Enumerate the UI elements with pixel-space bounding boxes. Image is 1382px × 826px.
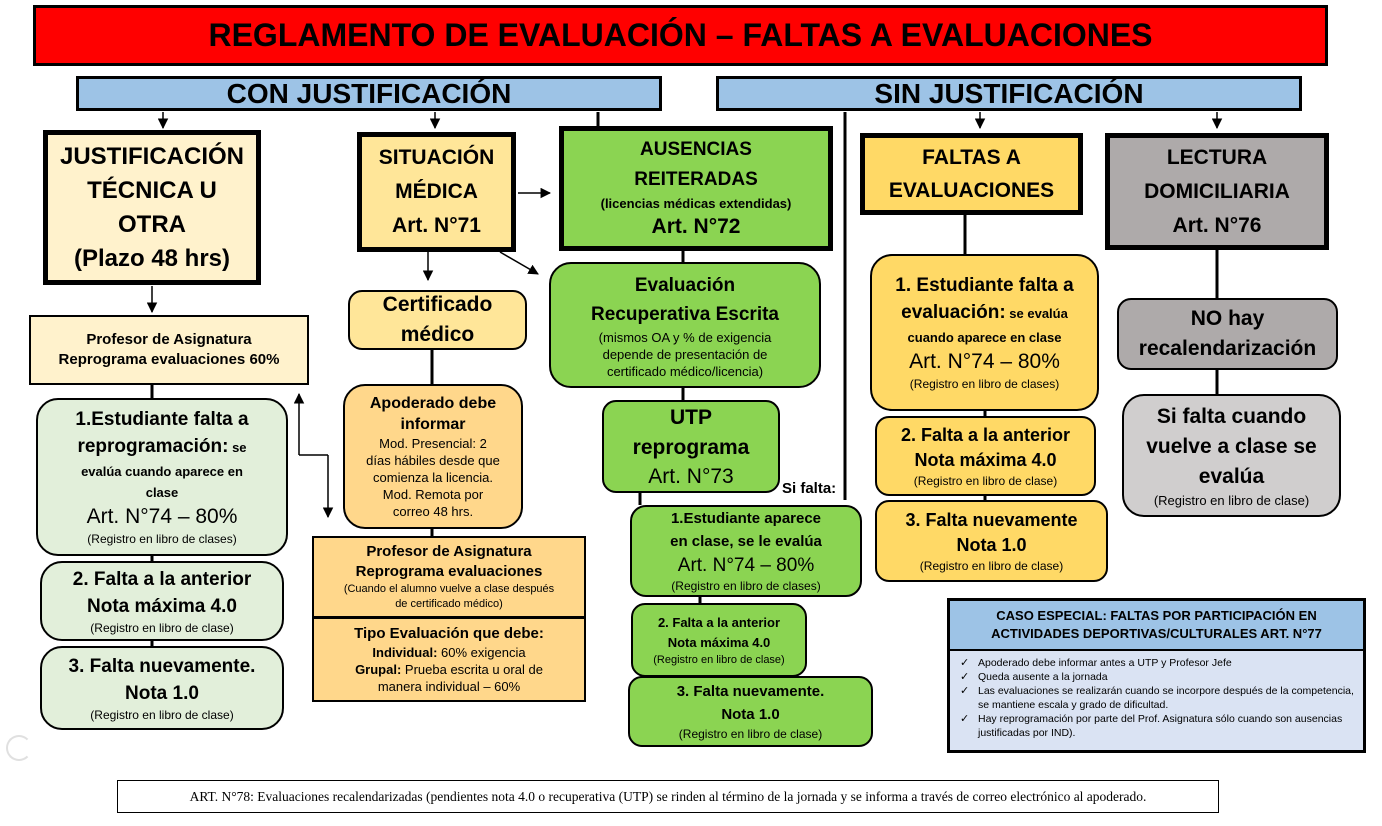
footer-text: ART. N°78: Evaluaciones recalendarizadas (pendientes nota 4.0 o recuperativa (UTP) se rinden al término de la jornada y se informa a través de correo electrónico al apoderado. bbox=[189, 788, 1147, 804]
list-item bbox=[960, 670, 1355, 684]
sifaltacuando-line3: evalúa bbox=[1198, 465, 1265, 488]
recuperativa-line2: Recuperativa Escrita bbox=[591, 303, 779, 325]
profesor2-line4: de certificado médico) bbox=[395, 598, 503, 610]
ausencias-reiteradas-box bbox=[559, 126, 833, 251]
faltas-line2: EVALUACIONES bbox=[888, 179, 1055, 202]
tipo-grupal-label: Grupal: bbox=[355, 662, 402, 677]
col1-step1-line2: reprogramación: bbox=[77, 436, 229, 457]
section-con-label: CON JUSTIFICACIÓN bbox=[226, 77, 512, 109]
medica-line2: MÉDICA bbox=[395, 180, 478, 203]
col3-step3-registro: (Registro en libro de clase) bbox=[678, 727, 823, 741]
col1-step2-box bbox=[40, 561, 284, 641]
sifaltacuando-registro: (Registro en libro de clase) bbox=[1153, 493, 1310, 508]
apoderado-line3: Mod. Presencial: 2 bbox=[379, 436, 487, 451]
col4-step2-line2: Nota máxima 4.0 bbox=[914, 449, 1057, 470]
utp-reprograma-box bbox=[602, 400, 780, 493]
caso-especial-header bbox=[950, 601, 1363, 651]
loading-ring-icon bbox=[6, 735, 32, 761]
sifaltacuando-line1: Si falta cuando bbox=[1156, 405, 1307, 428]
tipo-individual-text: 60% exigencia bbox=[437, 645, 526, 660]
profesor1-line2: Reprograma evaluaciones 60% bbox=[58, 351, 280, 368]
section-con-justificacion bbox=[76, 76, 662, 111]
col3-step2-line1: 2. Falta a la anterior bbox=[657, 614, 781, 630]
caso-item-text: Las evaluaciones se realizarán cuando se incorpore después de la competencia, se mantiene escala y grado de dificultad. bbox=[978, 685, 1354, 711]
justificacion-plazo: (Plazo 48 hrs) bbox=[73, 244, 231, 272]
check-icon: ✓ bbox=[960, 685, 970, 697]
profesor-reprograma-60-box bbox=[29, 315, 309, 385]
page-title bbox=[33, 5, 1328, 66]
col4-step1-line3: cuando aparece en clase bbox=[907, 330, 1062, 345]
recuperativa-line4: depende de presentación de bbox=[602, 346, 768, 362]
situacion-medica-box bbox=[357, 132, 516, 252]
list-item bbox=[960, 684, 1355, 712]
lectura-line1: LECTURA bbox=[1166, 145, 1268, 169]
caso-especial-box bbox=[947, 598, 1366, 753]
tipo-grupal-text: Prueba escrita u oral de bbox=[401, 662, 543, 677]
caso-item-text: Queda ausente a la jornada bbox=[978, 671, 1108, 683]
col4-step1-line2: evaluación: bbox=[901, 302, 1006, 323]
col1-step1-line1: 1.Estudiante falta a bbox=[75, 409, 249, 430]
norecal-line2: recalendarización bbox=[1138, 337, 1317, 360]
col3-step3-box bbox=[628, 676, 873, 747]
certificado-line2: médico bbox=[400, 323, 475, 346]
lectura-line2: DOMICILIARIA bbox=[1144, 179, 1290, 203]
col3-step1-line1: 1.Estudiante aparece bbox=[670, 510, 822, 527]
profesor2-line2: Reprograma evaluaciones bbox=[355, 563, 543, 580]
col1-step1-line3: evalúa cuando aparece en bbox=[81, 464, 243, 479]
section-sin-justificacion bbox=[716, 76, 1302, 111]
col4-step2-line1: 2. Falta a la anterior bbox=[900, 424, 1071, 445]
col1-step1-registro: (Registro en libro de clases) bbox=[87, 532, 237, 546]
no-recalendarizacion-box bbox=[1117, 298, 1338, 370]
utp-line2: reprograma bbox=[632, 435, 750, 459]
col4-step3-line2: Nota 1.0 bbox=[956, 534, 1027, 555]
col3-step2-line2: Nota máxima 4.0 bbox=[667, 634, 771, 650]
check-icon: ✓ bbox=[960, 671, 970, 683]
recuperativa-line1: Evaluación bbox=[634, 274, 736, 296]
col1-step2-line2: Nota máxima 4.0 bbox=[87, 595, 237, 617]
list-item bbox=[960, 712, 1355, 740]
check-icon: ✓ bbox=[960, 657, 970, 669]
evaluacion-recuperativa-box bbox=[549, 262, 821, 388]
footer-art78 bbox=[117, 780, 1219, 813]
col4-step3-box bbox=[875, 500, 1108, 582]
faltas-line1: FALTAS A bbox=[922, 146, 1021, 169]
utp-art: Art. N°73 bbox=[648, 464, 734, 488]
tipo-individual-label: Individual: bbox=[372, 645, 438, 660]
col4-step1-line1: 1. Estudiante falta a bbox=[895, 275, 1074, 296]
check-icon: ✓ bbox=[960, 713, 970, 725]
ausencias-line1: AUSENCIAS bbox=[640, 139, 752, 160]
col1-step1-line2b: se bbox=[228, 440, 247, 455]
apoderado-line7: correo 48 hrs. bbox=[392, 504, 474, 519]
ausencias-line2: REITERADAS bbox=[634, 169, 758, 190]
recuperativa-line5: certificado médico/licencia) bbox=[606, 363, 764, 379]
apoderado-line2: informar bbox=[400, 416, 466, 433]
caso-item-text: Hay reprogramación por parte del Prof. Asignatura sólo cuando son ausencias justificadas por IND). bbox=[978, 713, 1343, 739]
ausencias-art: Art. N°72 bbox=[651, 215, 741, 238]
profesor-reprograma-box bbox=[312, 536, 586, 618]
apoderado-line6: Mod. Remota por bbox=[382, 487, 484, 502]
list-item bbox=[960, 656, 1355, 670]
col1-step2-registro: (Registro en libro de clase) bbox=[90, 620, 234, 635]
col1-step2-line1: 2. Falta a la anterior bbox=[72, 568, 252, 590]
col4-step3-line1: 3. Falta nuevamente bbox=[905, 509, 1078, 530]
justificacion-line1: JUSTIFICACIÓN bbox=[59, 142, 244, 170]
lectura-domiciliaria-box bbox=[1105, 133, 1329, 250]
col3-step1-line2: en clase, se le evalúa bbox=[670, 533, 822, 550]
col3-step1-box bbox=[630, 505, 862, 597]
col1-step3-line1: 3. Falta nuevamente. bbox=[68, 655, 256, 677]
page-title-text: REGLAMENTO DE EVALUACIÓN – FALTAS A EVALUACIONES bbox=[208, 17, 1153, 53]
caso-title-line2: ACTIVIDADES DEPORTIVAS/CULTURALES ART. N°77 bbox=[991, 626, 1322, 641]
tipo-evaluacion-box bbox=[312, 618, 586, 702]
col3-step2-box bbox=[631, 603, 807, 677]
norecal-line1: NO hay bbox=[1190, 307, 1265, 330]
col4-step2-registro: (Registro en libro de clase) bbox=[913, 473, 1058, 488]
col1-step1-line4: clase bbox=[145, 485, 179, 500]
medica-art: Art. N°71 bbox=[392, 214, 481, 237]
apoderado-informar-box bbox=[343, 384, 523, 529]
justificacion-line2: TÉCNICA U bbox=[87, 176, 217, 204]
caso-especial-list bbox=[950, 651, 1363, 740]
apoderado-line5: comienza la licencia. bbox=[373, 470, 493, 485]
profesor2-line1: Profesor de Asignatura bbox=[366, 543, 532, 560]
col4-step1-art: Art. N°74 – 80% bbox=[909, 350, 1060, 373]
col1-step3-box bbox=[40, 646, 284, 730]
col3-step3-line1: 3. Falta nuevamente. bbox=[676, 683, 825, 700]
apoderado-line4: días hábiles desde que bbox=[366, 453, 500, 468]
justificacion-line3: OTRA bbox=[118, 210, 186, 238]
col1-step1-box bbox=[36, 398, 288, 556]
si-falta-label: Si falta: bbox=[782, 480, 837, 497]
section-sin-label: SIN JUSTIFICACIÓN bbox=[874, 77, 1144, 109]
profesor1-line1: Profesor de Asignatura bbox=[86, 331, 252, 348]
col4-step2-box bbox=[875, 416, 1096, 496]
medica-line1: SITUACIÓN bbox=[378, 146, 495, 169]
caso-item-text: Apoderado debe informar antes a UTP y Profesor Jefe bbox=[978, 657, 1232, 669]
lectura-art: Art. N°76 bbox=[1172, 213, 1262, 237]
utp-line1: UTP bbox=[670, 405, 712, 429]
col1-step1-art: Art. N°74 – 80% bbox=[86, 505, 238, 528]
col3-step1-art: Art. N°74 – 80% bbox=[677, 555, 815, 576]
sifaltacuando-line2: vuelve a clase se bbox=[1146, 435, 1317, 458]
caso-title-line1: CASO ESPECIAL: FALTAS POR PARTICIPACIÓN EN bbox=[996, 608, 1317, 623]
certificado-line1: Certificado bbox=[382, 293, 493, 316]
col4-step3-registro: (Registro en libro de clase) bbox=[919, 558, 1064, 573]
apoderado-line1: Apoderado debe bbox=[369, 395, 497, 412]
recuperativa-line3: (mismos OA y % de exigencia bbox=[598, 329, 772, 345]
certificado-medico-box bbox=[348, 290, 527, 350]
col1-step3-line2: Nota 1.0 bbox=[125, 682, 199, 704]
col3-step2-registro: (Registro en libro de clase) bbox=[653, 653, 785, 666]
ausencias-line3: (licencias médicas extendidas) bbox=[600, 196, 792, 211]
col4-step1-box bbox=[870, 254, 1099, 411]
profesor2-line3: (Cuando el alumno vuelve a clase después bbox=[343, 583, 555, 595]
tipo-line4: manera individual – 60% bbox=[377, 679, 521, 694]
col1-step3-registro: (Registro en libro de clase) bbox=[90, 707, 234, 722]
justificacion-tecnica-box bbox=[43, 130, 261, 285]
si-falta-cuando-vuelve-box bbox=[1122, 394, 1341, 517]
faltas-evaluaciones-box bbox=[860, 133, 1083, 215]
col3-step3-line2: Nota 1.0 bbox=[721, 706, 780, 723]
col3-step1-registro: (Registro en libro de clases) bbox=[671, 579, 821, 593]
tipo-line1: Tipo Evaluación que debe: bbox=[354, 625, 544, 642]
col4-step1-line2b: se evalúa bbox=[1005, 306, 1068, 321]
col4-step1-registro: (Registro en libro de clases) bbox=[909, 377, 1060, 391]
